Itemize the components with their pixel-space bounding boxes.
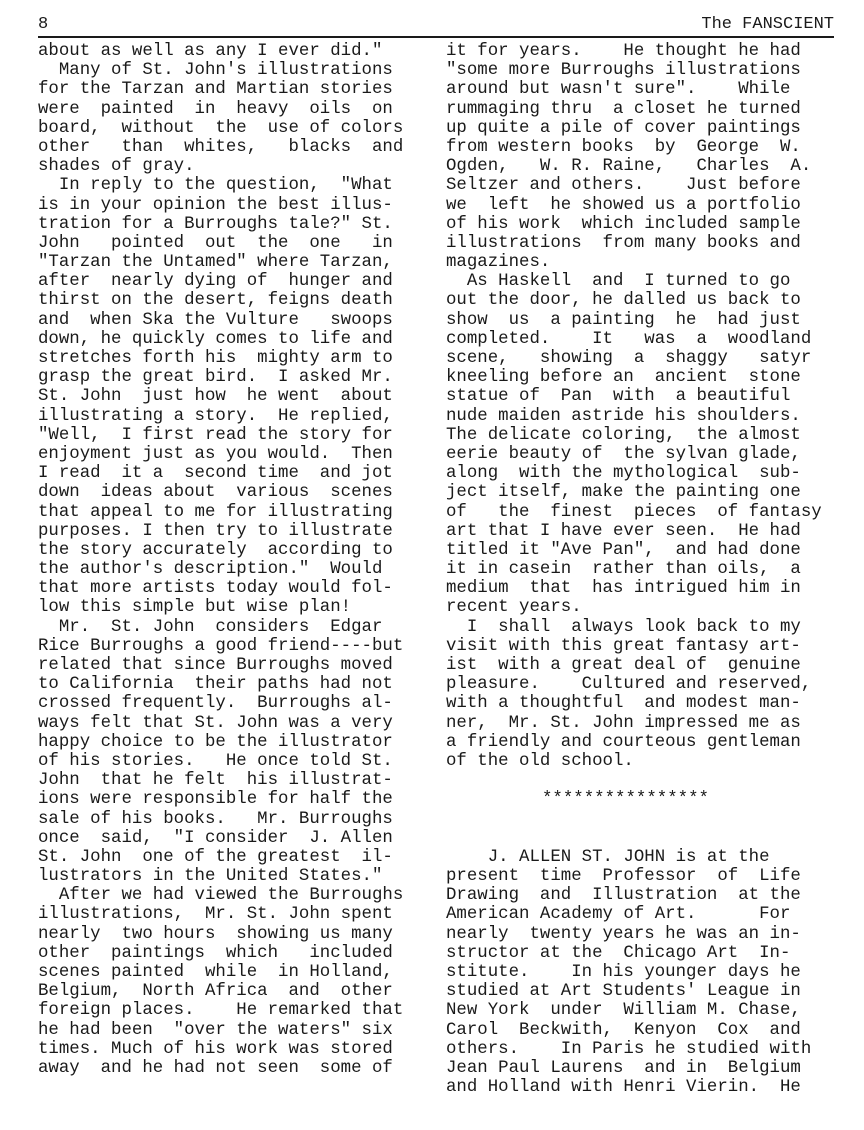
text-line: New York under William M. Chase, xyxy=(446,1001,801,1021)
text-line: eerie beauty of the sylvan glade, xyxy=(446,444,801,464)
text-line: art that I have ever seen. He had xyxy=(446,521,801,541)
text-line: "Tarzan the Untamed" where Tarzan, xyxy=(38,253,393,273)
text-line: The delicate coloring, the almost xyxy=(446,425,801,445)
text-line: "some more Burroughs illustrations xyxy=(446,61,801,81)
text-line: ist with a great deal of genuine xyxy=(446,656,801,675)
blank-line xyxy=(446,771,846,790)
text-line: from western books by George W. xyxy=(446,137,801,157)
text-line: studied at Art Students' League in xyxy=(446,982,801,1002)
text-line: foreign places. He remarked that xyxy=(38,1001,404,1021)
text-line: about as well as any I ever did." xyxy=(38,42,383,61)
text-line: down, he quickly comes to life and xyxy=(38,329,393,349)
text-line: structor at the Chicago Art In- xyxy=(446,943,791,963)
text-line: kneeling before an ancient stone xyxy=(446,368,801,388)
text-line: stitute. In his younger days he xyxy=(446,963,801,982)
text-line: J. ALLEN ST. JOHN is at the xyxy=(446,847,770,867)
text-line: St. John just how he went about xyxy=(38,387,393,407)
text-line: rummaging thru a closet he turned xyxy=(446,99,801,119)
text-line: medium that has intrigued him in xyxy=(446,579,801,599)
text-line: other than whites, blacks and xyxy=(38,137,404,157)
text-line: that more artists today would fol- xyxy=(38,579,393,599)
text-line: I read it a second time and jot xyxy=(38,464,393,484)
text-line: "Well, I first read the story for xyxy=(38,425,393,445)
text-line: it in casein rather than oils, a xyxy=(446,560,801,580)
text-line: scene, showing a shaggy satyr xyxy=(446,349,812,368)
text-line: and Holland with Henri Vierin. He xyxy=(446,1078,801,1098)
text-line: the story accurately according to xyxy=(38,540,393,560)
text-line: illustrations, Mr. St. John spent xyxy=(38,905,393,925)
text-line: As Haskell and I turned to go xyxy=(446,272,791,292)
text-line: Ogden, W. R. Raine, Charles A. xyxy=(446,157,812,177)
text-line: after nearly dying of hunger and xyxy=(38,272,393,292)
text-line: After we had viewed the Burroughs xyxy=(38,886,404,906)
text-line: scenes painted while in Holland, xyxy=(38,963,393,982)
text-line: the author's description." Would xyxy=(38,560,383,580)
text-line: Seltzer and others. Just before xyxy=(446,176,801,196)
text-line: nearly twenty years he was an in- xyxy=(446,924,801,944)
text-line: and when Ska the Vulture swoops xyxy=(38,310,393,330)
text-line: ions were responsible for half the xyxy=(38,790,393,810)
text-line: down ideas about various scenes xyxy=(38,483,393,503)
text-line: illustrations from many books and xyxy=(446,233,801,253)
text-line: away and he had not seen some of xyxy=(38,1058,393,1078)
text-line: thirst on the desert, feigns death xyxy=(38,291,393,311)
text-line: out the door, he dalled us back to xyxy=(446,291,801,311)
text-line: he had been "over the waters" six xyxy=(38,1020,393,1040)
text-line: tration for a Burroughs tale?" St. xyxy=(38,214,393,234)
text-line: crossed frequently. Burroughs al- xyxy=(38,694,393,714)
text-line: of his work which included sample xyxy=(446,214,801,234)
text-line: illustrating a story. He replied, xyxy=(38,406,393,426)
text-line: magazines. xyxy=(446,253,551,273)
text-line: Rice Burroughs a good friend----but xyxy=(38,636,404,656)
text-line: pleasure. Cultured and reserved, xyxy=(446,675,812,695)
text-line: with a thoughtful and modest man- xyxy=(446,694,801,714)
text-line: other paintings which included xyxy=(38,943,393,963)
text-line: titled it "Ave Pan", and had done xyxy=(446,540,801,560)
text-line: enjoyment just as you would. Then xyxy=(38,444,393,464)
text-line: present time Professor of Life xyxy=(446,867,801,887)
text-line: ways felt that St. John was a very xyxy=(38,713,393,733)
blank-line xyxy=(446,829,846,848)
text-line: along with the mythological sub- xyxy=(446,464,801,484)
text-line: sale of his books. Mr. Burroughs xyxy=(38,809,393,829)
text-line: John that he felt his illustrat- xyxy=(38,771,393,791)
page-number: 8 xyxy=(38,15,49,34)
text-line: Carol Beckwith, Kenyon Cox and xyxy=(446,1020,801,1040)
text-line: were painted in heavy oils on xyxy=(38,99,393,119)
text-line: I shall always look back to my xyxy=(446,617,801,637)
text-line: Drawing and Illustration at the xyxy=(446,886,801,906)
text-line: Mr. St. John considers Edgar xyxy=(38,617,383,637)
text-line: times. Much of his work was stored xyxy=(38,1039,393,1059)
text-line: statue of Pan with a beautiful xyxy=(446,387,791,407)
text-line: completed. It was a woodland xyxy=(446,329,812,349)
text-line: recent years. xyxy=(446,598,582,618)
blank-line xyxy=(446,810,846,829)
text-line: Belgium, North Africa and other xyxy=(38,982,393,1002)
publication-title: The FANSCIENT xyxy=(701,15,834,34)
text-line: grasp the great bird. I asked Mr. xyxy=(38,368,393,388)
text-line: others. In Paris he studied with xyxy=(446,1039,812,1059)
text-line: for the Tarzan and Martian stories xyxy=(38,80,393,100)
right-column xyxy=(446,42,846,1097)
text-line: once said, "I consider J. Allen xyxy=(38,828,393,848)
text-line: happy choice to be the illustrator xyxy=(38,732,393,752)
text-line: show us a painting he had just xyxy=(446,310,801,330)
text-line: to California their paths had not xyxy=(38,675,393,695)
left-column xyxy=(38,42,438,1078)
text-line: nude maiden astride his shoulders. xyxy=(446,406,801,426)
text-line: of the old school. xyxy=(446,751,634,771)
text-line: shades of gray. xyxy=(38,157,195,177)
text-line: American Academy of Art. For xyxy=(446,905,791,925)
text-line: Many of St. John's illustrations xyxy=(38,61,393,81)
text-line: lustrators in the United States." xyxy=(38,867,383,887)
text-line: stretches forth his mighty arm to xyxy=(38,349,393,368)
text-line: of the finest pieces of fantasy xyxy=(446,502,822,522)
text-line: related that since Burroughs moved xyxy=(38,656,393,675)
text-line: Jean Paul Laurens and in Belgium xyxy=(446,1058,801,1078)
page-header xyxy=(38,14,834,38)
text-line: John pointed out the one in xyxy=(38,233,393,253)
text-line: up quite a pile of cover paintings xyxy=(446,118,801,138)
text-line: is in your opinion the best illus- xyxy=(38,195,393,215)
text-line: board, without the use of colors xyxy=(38,118,404,138)
text-line: low this simple but wise plan! xyxy=(38,598,352,618)
text-line: it for years. He thought he had xyxy=(446,42,801,61)
text-line: ject itself, make the painting one xyxy=(446,483,801,503)
text-line: ner, Mr. St. John impressed me as xyxy=(446,713,801,733)
text-line: that appeal to me for illustrating xyxy=(38,502,393,522)
text-line: purposes. I then try to illustrate xyxy=(38,521,393,541)
text-line: nearly two hours showing us many xyxy=(38,924,393,944)
text-line: a friendly and courteous gentleman xyxy=(446,732,801,752)
text-line: In reply to the question, "What xyxy=(38,176,393,196)
text-line: around but wasn't sure". While xyxy=(446,80,791,100)
text-line: visit with this great fantasy art- xyxy=(446,636,801,656)
text-line: of his stories. He once told St. xyxy=(38,751,393,771)
text-line: St. John one of the greatest il- xyxy=(38,847,393,867)
section-separator: **************** xyxy=(542,790,709,810)
text-line: we left he showed us a portfolio xyxy=(446,195,801,215)
